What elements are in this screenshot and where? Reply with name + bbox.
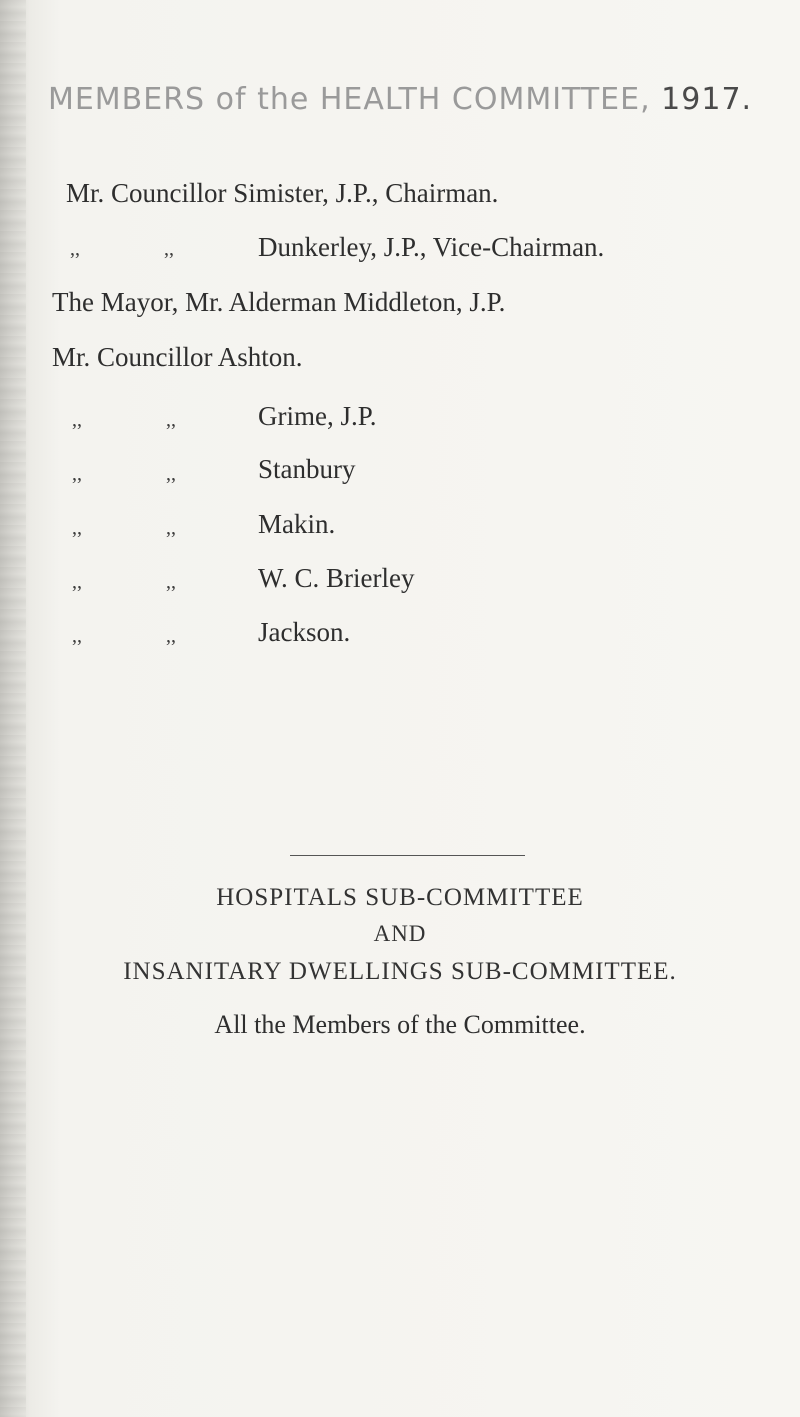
member-row-1 <box>66 178 498 209</box>
ditto-mark: ,, <box>166 571 176 593</box>
ditto-mark: ,, <box>72 625 82 647</box>
subcommittee-title-2: INSANITARY DWELLINGS SUB-COMMITTEE. <box>123 958 677 985</box>
ditto-mark: ,, <box>72 517 82 539</box>
section-divider <box>290 855 525 856</box>
member-name: W. C. Brierley <box>258 563 415 593</box>
page-edge-shadow <box>0 0 26 1417</box>
member-row-4 <box>52 342 303 373</box>
ditto-mark: ,, <box>166 625 176 647</box>
ditto-mark: ,, <box>166 409 176 431</box>
member-name: Simister, J.P., Chairman. <box>233 178 499 208</box>
subcommittee-note: All the Members of the Committee. <box>214 1010 586 1039</box>
ditto-mark: ,, <box>164 238 174 260</box>
ditto-mark: ,, <box>72 463 82 485</box>
ditto-mark: ,, <box>72 571 82 593</box>
member-name: Ashton. <box>217 342 303 372</box>
page-title-text: MEMBERS of the HEALTH COMMITTEE, <box>47 82 651 117</box>
ditto-mark: ,, <box>72 409 82 431</box>
page-title <box>0 82 800 117</box>
member-name: Jackson. <box>258 617 351 647</box>
ditto-mark: ,, <box>166 517 176 539</box>
member-name: Makin. <box>258 509 336 539</box>
subcommittee-conjunction: AND <box>373 921 427 946</box>
member-name: Stanbury <box>258 454 356 484</box>
ditto-mark: ,, <box>166 463 176 485</box>
ditto-mark: ,, <box>70 238 80 260</box>
member-prefix: Mr. Councillor <box>52 342 213 372</box>
member-prefix: Mr. Councillor <box>66 178 227 208</box>
member-name: Grime, J.P. <box>258 401 377 431</box>
page-title-year: 1917. <box>650 82 753 117</box>
member-name: Dunkerley, J.P., Vice-Chairman. <box>258 232 605 262</box>
subcommittee-title-1: HOSPITALS SUB-COMMITTEE <box>216 884 584 911</box>
member-row-3: The Mayor, Mr. Alderman Middleton, J.P. <box>52 287 506 317</box>
